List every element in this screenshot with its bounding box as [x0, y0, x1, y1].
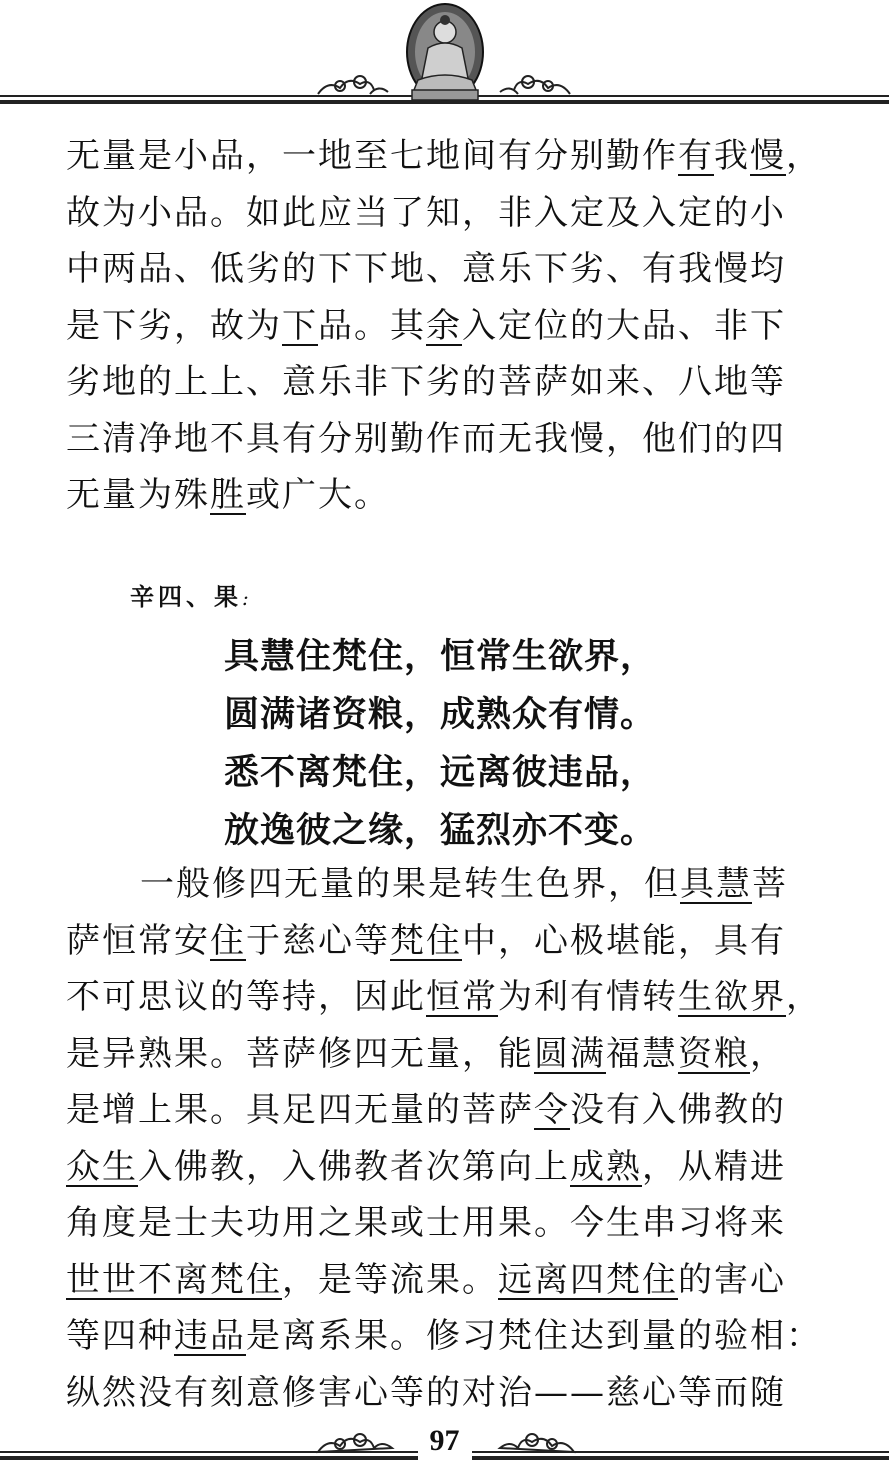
- underlined-term: 慢: [750, 136, 786, 176]
- section-heading-label: 辛四、果: [130, 582, 242, 611]
- underlined-term: 生欲界: [678, 977, 786, 1017]
- text-run: 福慧: [606, 1033, 678, 1074]
- text-line: [66, 354, 856, 411]
- underlined-term: 具慧: [680, 864, 752, 904]
- text-run: 三清净地不具有分别勤作而无我慢，他们的四: [66, 418, 786, 459]
- text-line: [66, 241, 856, 298]
- verse-line: 具慧住梵住，恒常生欲界，: [224, 637, 657, 677]
- text-run: ，: [786, 136, 822, 176]
- underlined-term: 成熟: [570, 1146, 642, 1187]
- underlined-term: 有: [678, 136, 714, 176]
- underlined-term: 远离四梵住: [498, 1259, 678, 1300]
- text-line: [66, 1139, 856, 1196]
- text-run: 角度是士夫功用之果或士用果。今生串习将来: [66, 1203, 786, 1243]
- page-number: 97: [429, 1424, 460, 1457]
- text-run: 品。其: [318, 305, 426, 346]
- text-run: 是增上果。具足四无量的菩萨: [66, 1090, 534, 1130]
- text-run: 入佛教，入佛教者次第向上: [138, 1146, 570, 1187]
- text-run: 劣地的上上、意乐非下劣的菩萨如来、八地等: [66, 362, 786, 402]
- text-run: ，: [750, 1033, 786, 1074]
- text-line: [66, 1026, 856, 1083]
- text-run: 不可思议的等持，因此: [66, 977, 426, 1017]
- text-run: 是离系果。修习梵住达到量的验相：: [246, 1316, 822, 1356]
- body-paragraph: [66, 128, 856, 524]
- text-run: ，从精进: [642, 1146, 786, 1187]
- text-run: 纵然没有刻意修害心等的对治——慈心等而随: [66, 1372, 786, 1413]
- section-heading-colon: :: [242, 586, 253, 610]
- text-run: 无量是小品，一地至七地间有分别勤作: [66, 136, 678, 176]
- text-run: 菩: [752, 864, 788, 904]
- text-line: [66, 1365, 856, 1422]
- underlined-term: 住: [210, 920, 246, 961]
- text-run: 一般修四无量的果是转生色界，但: [140, 864, 680, 904]
- text-line: [66, 467, 856, 524]
- text-run: 是异熟果。菩萨修四无量，能: [66, 1033, 534, 1074]
- text-line: [66, 128, 856, 185]
- seated-buddha-icon: [407, 4, 483, 100]
- text-line: [66, 1308, 856, 1365]
- underlined-term: 下: [282, 305, 318, 346]
- cloud-scroll-icon: [318, 76, 388, 94]
- text-run: 于慈心等: [246, 920, 390, 961]
- text-line: [66, 298, 856, 355]
- underlined-term: 余: [426, 305, 462, 346]
- text-run: 或广大。: [246, 475, 390, 515]
- text-run: 我: [714, 136, 750, 176]
- underlined-term: 众生: [66, 1146, 138, 1187]
- body-paragraph: [66, 856, 856, 1421]
- verse-line: 放逸彼之缘，猛烈亦不变。: [224, 811, 657, 851]
- text-run: 没有入佛教的: [570, 1090, 786, 1130]
- verse-line: 悉不离梵住，远离彼违品，: [224, 753, 657, 793]
- text-run: 萨恒常安: [66, 920, 210, 961]
- underlined-term: 违品: [174, 1316, 246, 1356]
- underlined-term: 梵住: [390, 920, 462, 961]
- paragraph-1: [66, 128, 856, 524]
- text-run: 入定位的大品、非下: [462, 305, 786, 346]
- verse-line: 圆满诸资粮，成熟众有情。: [224, 695, 657, 735]
- text-line: [66, 913, 856, 970]
- verse-block: [224, 628, 656, 860]
- cloud-scroll-icon: [500, 76, 570, 94]
- text-line: [66, 1082, 856, 1139]
- text-run: 无量为殊: [66, 475, 210, 515]
- text-run: 中，心极堪能，具有: [462, 920, 786, 961]
- text-run: 故为小品。如此应当了知，非入定及入定的小: [66, 192, 786, 233]
- underlined-term: 资粮: [678, 1033, 750, 1074]
- text-run: 是下劣，故为: [66, 305, 282, 346]
- text-run: ，是等流果。: [282, 1259, 498, 1300]
- underlined-term: 恒常: [426, 977, 498, 1017]
- text-line: [66, 1195, 856, 1252]
- underlined-term: 圆满: [534, 1033, 606, 1074]
- text-line: [66, 1252, 856, 1309]
- header-ornament: [0, 0, 889, 112]
- text-run: 中两品、低劣的下下地、意乐下劣、有我慢均: [66, 249, 786, 289]
- page-header: [0, 0, 889, 112]
- text-run: 为利有情转: [498, 977, 678, 1017]
- text-line: [66, 856, 856, 913]
- underlined-term: 胜: [210, 475, 246, 515]
- text-run: 等四种: [66, 1316, 174, 1356]
- section-heading: [130, 577, 253, 612]
- underlined-term: 令: [534, 1090, 570, 1130]
- text-line: [66, 969, 856, 1026]
- underlined-term: 世世不离梵住: [66, 1259, 282, 1300]
- paragraph-2: [66, 856, 856, 1421]
- text-line: [66, 185, 856, 242]
- text-run: ，: [786, 977, 822, 1017]
- text-line: [66, 411, 856, 468]
- text-run: 的害心: [678, 1259, 786, 1300]
